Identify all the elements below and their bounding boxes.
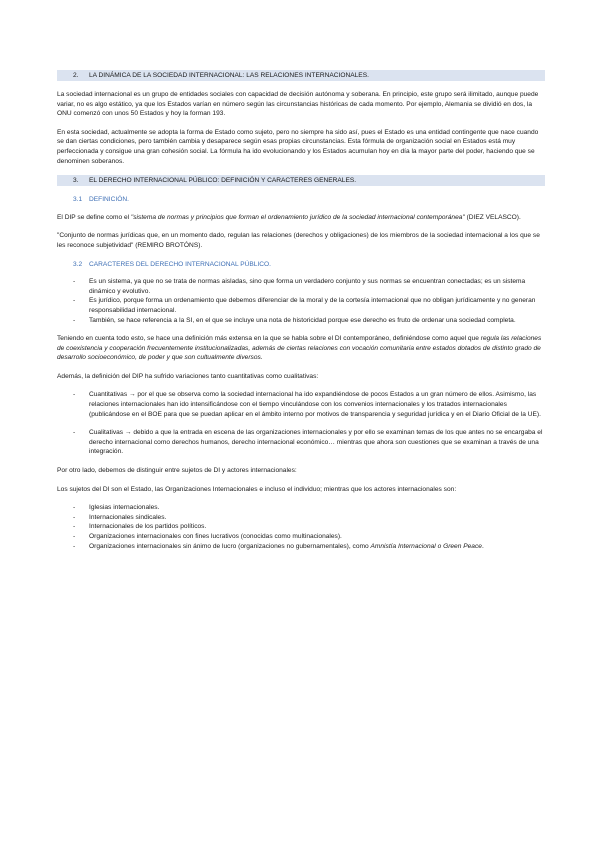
variaciones-list — [57, 390, 545, 457]
definition-intro: El DIP se define como el — [57, 213, 131, 221]
list-item: - Organizaciones internacionales con fines lucrativos (conocidas como multinacionales). — [57, 532, 545, 542]
paragraph-sociedad-internacional: La sociedad internacional es un grupo de entidades sociales con capacidad de decisión autónoma y soberana. En principio, este grupo será ilimitado, aunque puede variar, no es algo estático, ya que los Estados varían en número según las circunstancias históricas de cada momento. Por ejemplo, Alemania se dividió en dos, la ONU comenzó con unos 50 Estados y hoy la forman 193. — [57, 91, 539, 118]
subsection-number: 3.1 — [73, 196, 83, 204]
document-page — [57, 70, 545, 560]
paragraph-emphasis: regula las relaciones de coexistencia y cooperación frecuentemente institucionalizadas, además de ciertas relaciones con vocación comunitaria entre estados dotados de distinto grado de desarrollo socioeconómico, de poder y que son cultualmente diversos. — [57, 335, 542, 362]
section-heading-3 — [57, 175, 545, 186]
paragraph-sujetos-actores-intro: Por otro lado, debemos de distinguir entre sujetos de DI y actores internacionales: — [57, 467, 297, 475]
list-item-text: Organizaciones internacionales sin ánimo de lucro (organizaciones no gubernamentales), como — [89, 542, 371, 550]
list-item: - Cuantitativas → por el que se observa como la sociedad internacional ha ido expandiéndose de pocos Estados a un gran número de ellos. Asimismo, las relaciones internacionales han ido intensificándose con el tiempo vinculándose con los convenios internacionales y los tratados internacionales (publicándose en el BOE para que se puedan aplicar en el ámbito interno por motivos de transparencia y seguridad jurídica y en el Diario Oficial de la UE). — [57, 390, 545, 419]
subsection-title: DEFINICIÓN. — [89, 196, 129, 204]
paragraph-estado-sujeto: En esta sociedad, actualmente se adopta la forma de Estado como sujeto, pero no siempre ha sido así, pues el Estado es una entidad contingente que nace cuando se dan ciertas condiciones, pero también cambia y desaparece según esas propias circunstancias. Esta fórmula de organización social en Estados está muy perfeccionada y consigue una gran cohesión social. La fórmula ha ido evolucionando y los Estados acumulan hoy en día la mayor parte del poder, haciendo que se denominen soberanos. — [57, 128, 539, 165]
section-number: 3. — [73, 177, 79, 185]
definition-quote: "sistema de normas y principios que forman el ordenamiento jurídico de la sociedad internacional contemporánea" — [130, 213, 465, 221]
section-number: 2. — [73, 72, 79, 79]
section-title: LA DINÁMICA DE LA SOCIEDAD INTERNACIONAL: LAS RELACIONES INTERNACIONALES. — [89, 72, 369, 79]
subsection-title: CARACTERES DEL DERECHO INTERNACIONAL PÚBLICO. — [89, 260, 271, 268]
subsection-number: 3.2 — [73, 260, 83, 268]
section-heading-2 — [57, 70, 545, 81]
paragraph-text: Teniendo en cuenta todo esto, se hace una definición más extensa en la que se habla sobre el DI contemporáneo, definiéndose como aquel que — [57, 335, 481, 343]
paragraph-sujetos-di: Los sujetos del DI son el Estado, las Organizaciones Internacionales e incluso el individuo; mientras que los actores internacionales son: — [57, 485, 457, 493]
paragraph-definicion-remiro: "Conjunto de normas jurídicas que, en un momento dado, regulan las relaciones (derechos y obligaciones) de los miembros de la sociedad internacional a los que se les reconoce subjetividad" (REMIRO BROTÓNS). — [57, 232, 540, 249]
list-item: - Internacionales de los partidos políticos. — [57, 522, 545, 532]
subsection-heading-3-2 — [57, 260, 545, 270]
list-item: - Es un sistema, ya que no se trata de normas aisladas, sino que forma un verdadero conjunto y sus normas se encuentran conectadas; es un sistema dinámico y evolutivo. — [57, 277, 545, 296]
list-item: - Iglesias internacionales. — [57, 503, 545, 513]
actores-list — [57, 503, 545, 551]
paragraph-definicion-diez-velasco — [57, 213, 545, 223]
list-item-end: . — [481, 542, 484, 550]
list-item: - Internacionales sindicales. — [57, 513, 545, 523]
section-title: EL DERECHO INTERNACIONAL PÚBLICO: DEFINICIÓN Y CARACTERES GENERALES. — [89, 177, 357, 185]
list-item: - Cualitativas → debido a que la entrada en escena de las organizaciones internacionales y por ello se examinan temas de los que antes no se encargaba el derecho internacional como derechos humanos, derecho internacional económico… mientras que ahora son cuestiones que se examinan a través de una integración. — [57, 428, 545, 457]
definition-author: (DIEZ VELASCO). — [464, 213, 521, 221]
list-item: - Es jurídico, porque forma un ordenamiento que debemos diferenciar de la moral y de la cortesía internacional que no obligan jurídicamente y no generan responsabilidad internacional. — [57, 296, 545, 315]
caracteres-list — [57, 277, 545, 325]
list-item: - También, se hace referencia a la SI, en el que se incluye una nota de historicidad porque ese derecho es fruto de ordenar una sociedad completa. — [57, 316, 545, 326]
subsection-heading-3-1 — [57, 195, 545, 205]
paragraph-di-contemporaneo — [57, 334, 545, 363]
list-item-emphasis: Amnistía Internacional o Green Peace — [370, 542, 482, 550]
list-item — [57, 542, 545, 552]
paragraph-variaciones-intro: Además, la definición del DIP ha sufrido variaciones tanto cuantitativas como cualitativas: — [57, 372, 319, 380]
